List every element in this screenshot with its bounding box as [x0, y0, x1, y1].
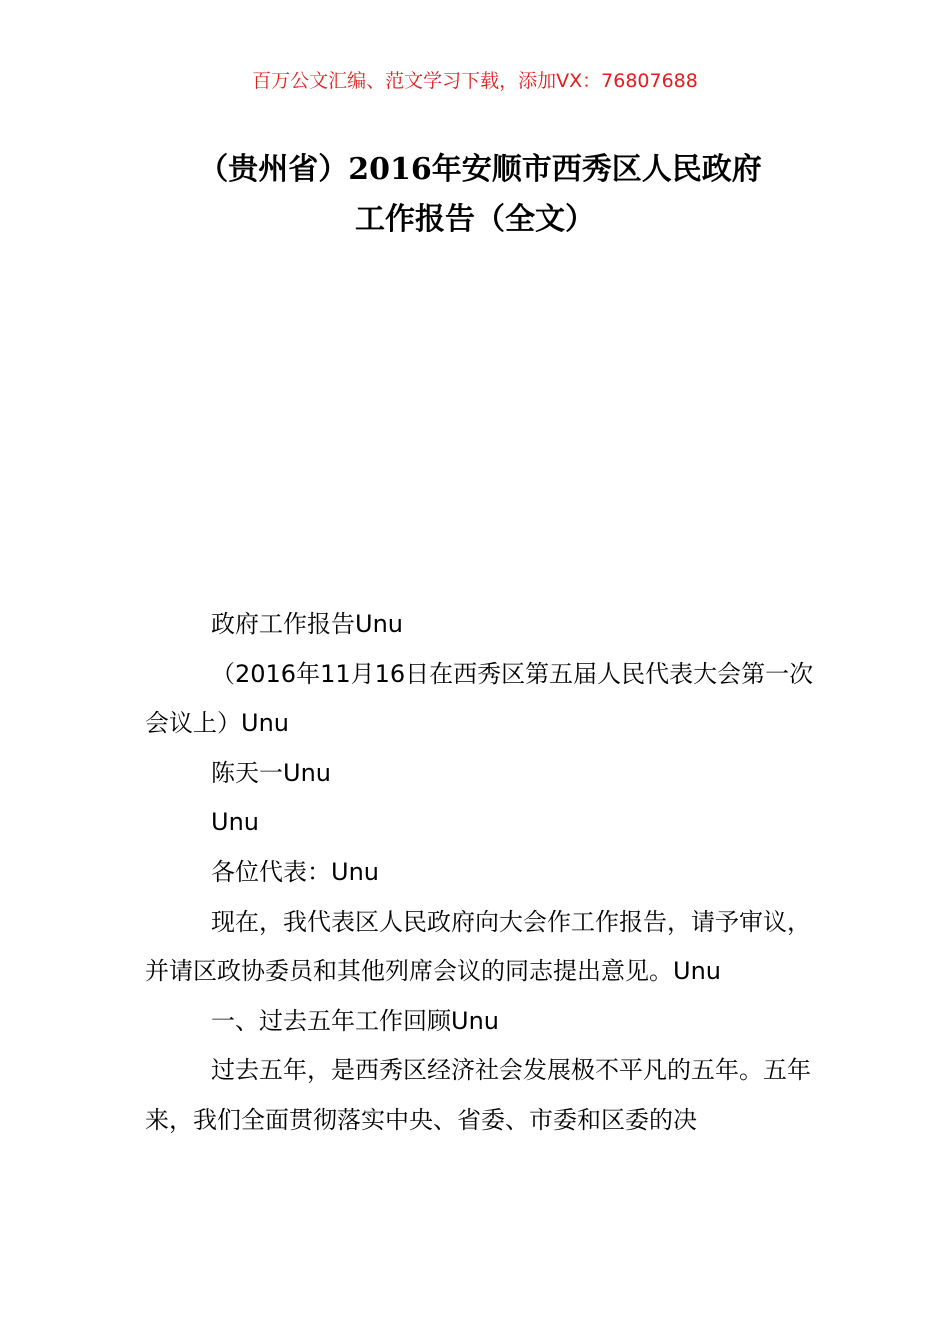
paragraph-intro: 现在，我代表区人民政府向大会作工作报告，请予审议，并请区政协委员和其他列席会议的同志提出意见。Unu — [145, 907, 811, 986]
document-title-line-1: （贵州省）2016年安顺市西秀区人民政府 — [198, 152, 762, 187]
paragraph-meeting-info: （2016年11月16日在西秀区第五届人民代表大会第一次会议上）Unu — [145, 659, 814, 738]
paragraph-report-label: 政府工作报告Unu — [211, 610, 403, 638]
paragraph-blank: Unu — [211, 808, 259, 837]
document-title-line-2: 工作报告（全文） — [355, 202, 595, 237]
paragraph-review: 过去五年，是西秀区经济社会发展极不平凡的五年。五年来，我们全面贯彻落实中央、省委、市委和区委的决 — [145, 1056, 811, 1134]
header-note: 百万公文汇编、范文学习下载，添加VX：76807688 — [252, 70, 698, 92]
paragraph-speaker: 陈天一Unu — [211, 758, 331, 787]
section-heading-review: 一、过去五年工作回顾Unu — [211, 1006, 499, 1035]
paragraph-salutation: 各位代表：Unu — [211, 857, 379, 886]
document-body — [145, 600, 815, 1146]
